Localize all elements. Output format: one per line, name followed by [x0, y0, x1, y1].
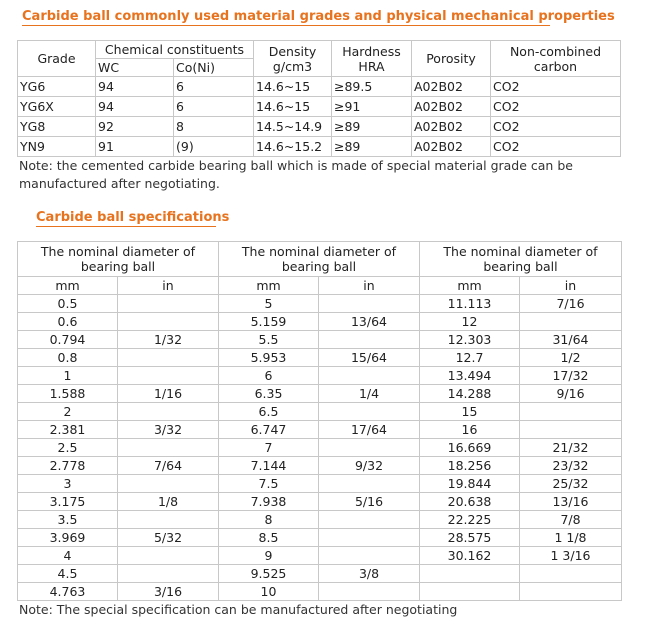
- section2-title: Carbide ball specifications: [36, 210, 230, 225]
- cell-mm: 9: [219, 547, 319, 565]
- cell-mm: 10: [219, 583, 319, 601]
- cell-mm: 12.303: [420, 331, 520, 349]
- cell-mm: 0.6: [18, 313, 118, 331]
- table-row: [18, 565, 622, 583]
- table-row: [18, 475, 622, 493]
- cell-mm: 7.938: [219, 493, 319, 511]
- header-carbon: Non-combined carbon: [491, 41, 621, 77]
- cell-carbon: CO2: [491, 117, 621, 137]
- material-grades-table: [17, 40, 621, 157]
- table-row: [18, 97, 621, 117]
- cell-in: [319, 331, 420, 349]
- cell-carbon: CO2: [491, 97, 621, 117]
- cell-in: 15/64: [319, 349, 420, 367]
- table-row: [18, 439, 622, 457]
- cell-mm: 1.588: [18, 385, 118, 403]
- section1-note: Note: the cemented carbide bearing ball which is made of special material grade can be manufactured after negotiating.: [19, 158, 573, 191]
- table-row: [18, 117, 621, 137]
- cell-hardness: ≥89.5: [332, 77, 412, 97]
- cell-mm: 0.5: [18, 295, 118, 313]
- cell-wc: 91: [96, 137, 174, 157]
- cell-in: 3/8: [319, 565, 420, 583]
- cell-porosity: A02B02: [412, 117, 491, 137]
- cell-density: 14.5~14.9: [254, 117, 332, 137]
- cell-in: 1 1/8: [520, 529, 622, 547]
- cell-in: 7/8: [520, 511, 622, 529]
- cell-mm: [420, 583, 520, 601]
- cell-hardness: ≥89: [332, 137, 412, 157]
- cell-in: 1/32: [118, 331, 219, 349]
- cell-in: [319, 583, 420, 601]
- cell-mm: 2: [18, 403, 118, 421]
- cell-in: 3/32: [118, 421, 219, 439]
- cell-in: 1/16: [118, 385, 219, 403]
- cell-mm: 16: [420, 421, 520, 439]
- table-row: [18, 529, 622, 547]
- cell-in: 7/16: [520, 295, 622, 313]
- group-header: The nominal diameter of bearing ball: [219, 242, 420, 277]
- cell-in: [118, 475, 219, 493]
- table-row: [18, 583, 622, 601]
- cell-in: 7/64: [118, 457, 219, 475]
- cell-mm: 5.159: [219, 313, 319, 331]
- cell-mm: 3.5: [18, 511, 118, 529]
- cell-in: 1/2: [520, 349, 622, 367]
- cell-mm: 22.225: [420, 511, 520, 529]
- cell-in: [118, 349, 219, 367]
- cell-mm: 3: [18, 475, 118, 493]
- cell-mm: 4.5: [18, 565, 118, 583]
- cell-in: 1/8: [118, 493, 219, 511]
- table-row: [18, 137, 621, 157]
- header-co: Co(Ni): [174, 59, 254, 77]
- cell-in: [319, 367, 420, 385]
- cell-mm: 13.494: [420, 367, 520, 385]
- cell-co: 8: [174, 117, 254, 137]
- cell-co: (9): [174, 137, 254, 157]
- cell-mm: 8.5: [219, 529, 319, 547]
- group-header: The nominal diameter of bearing ball: [420, 242, 622, 277]
- cell-in: 17/32: [520, 367, 622, 385]
- header-porosity: Porosity: [412, 41, 491, 77]
- header-chemical: Chemical constituents: [96, 41, 254, 59]
- cell-in: [319, 475, 420, 493]
- cell-mm: 19.844: [420, 475, 520, 493]
- cell-density: 14.6~15: [254, 97, 332, 117]
- cell-mm: 4.763: [18, 583, 118, 601]
- specifications-table: [17, 241, 622, 601]
- cell-in: 21/32: [520, 439, 622, 457]
- table-row: [18, 295, 622, 313]
- cell-co: 6: [174, 97, 254, 117]
- cell-mm: 4: [18, 547, 118, 565]
- unit-in: in: [118, 277, 219, 295]
- cell-in: [319, 529, 420, 547]
- cell-in: 9/16: [520, 385, 622, 403]
- cell-in: [118, 403, 219, 421]
- cell-mm: 5: [219, 295, 319, 313]
- cell-mm: 7.144: [219, 457, 319, 475]
- cell-wc: 94: [96, 97, 174, 117]
- header-hardness: Hardness HRA: [332, 41, 412, 77]
- cell-grade: YN9: [18, 137, 96, 157]
- cell-carbon: CO2: [491, 137, 621, 157]
- table-row: [18, 403, 622, 421]
- cell-mm: 2.381: [18, 421, 118, 439]
- cell-in: [118, 547, 219, 565]
- cell-in: [118, 439, 219, 457]
- group-header: The nominal diameter of bearing ball: [18, 242, 219, 277]
- cell-mm: 5.953: [219, 349, 319, 367]
- cell-wc: 94: [96, 77, 174, 97]
- unit-in: in: [319, 277, 420, 295]
- table-row: [18, 331, 622, 349]
- table-row: [18, 313, 622, 331]
- cell-density: 14.6~15: [254, 77, 332, 97]
- cell-mm: 3.175: [18, 493, 118, 511]
- cell-mm: 7: [219, 439, 319, 457]
- cell-mm: 5.5: [219, 331, 319, 349]
- cell-in: 23/32: [520, 457, 622, 475]
- cell-mm: 6: [219, 367, 319, 385]
- cell-mm: 0.8: [18, 349, 118, 367]
- cell-grade: YG6X: [18, 97, 96, 117]
- cell-mm: 2.778: [18, 457, 118, 475]
- cell-in: [520, 403, 622, 421]
- table-row: [18, 77, 621, 97]
- table-row: [18, 493, 622, 511]
- cell-in: 25/32: [520, 475, 622, 493]
- cell-in: 5/16: [319, 493, 420, 511]
- cell-porosity: A02B02: [412, 137, 491, 157]
- cell-in: [319, 295, 420, 313]
- unit-mm: mm: [18, 277, 118, 295]
- header-wc: WC: [96, 59, 174, 77]
- unit-mm: mm: [219, 277, 319, 295]
- cell-hardness: ≥89: [332, 117, 412, 137]
- cell-co: 6: [174, 77, 254, 97]
- cell-in: 5/32: [118, 529, 219, 547]
- cell-in: [319, 439, 420, 457]
- cell-mm: 30.162: [420, 547, 520, 565]
- unit-mm: mm: [420, 277, 520, 295]
- cell-in: [520, 565, 622, 583]
- table-row: [18, 511, 622, 529]
- cell-in: [520, 583, 622, 601]
- cell-in: [520, 421, 622, 439]
- cell-grade: YG8: [18, 117, 96, 137]
- table-row: [18, 547, 622, 565]
- cell-wc: 92: [96, 117, 174, 137]
- cell-mm: 6.5: [219, 403, 319, 421]
- cell-mm: 12: [420, 313, 520, 331]
- cell-mm: 6.747: [219, 421, 319, 439]
- cell-in: [319, 547, 420, 565]
- cell-in: [118, 295, 219, 313]
- cell-in: 1 3/16: [520, 547, 622, 565]
- cell-mm: 0.794: [18, 331, 118, 349]
- cell-hardness: ≥91: [332, 97, 412, 117]
- cell-mm: 8: [219, 511, 319, 529]
- cell-mm: 15: [420, 403, 520, 421]
- cell-mm: 1: [18, 367, 118, 385]
- unit-in: in: [520, 277, 622, 295]
- table-row: [18, 421, 622, 439]
- section1-title: Carbide ball commonly used material grades and physical mechanical properties: [22, 9, 615, 24]
- table-row: [18, 457, 622, 475]
- cell-mm: 14.288: [420, 385, 520, 403]
- cell-in: [118, 511, 219, 529]
- cell-mm: 2.5: [18, 439, 118, 457]
- cell-carbon: CO2: [491, 77, 621, 97]
- cell-in: 13/16: [520, 493, 622, 511]
- cell-porosity: A02B02: [412, 77, 491, 97]
- cell-in: 1/4: [319, 385, 420, 403]
- cell-in: [118, 367, 219, 385]
- cell-mm: 7.5: [219, 475, 319, 493]
- cell-grade: YG6: [18, 77, 96, 97]
- cell-in: 3/16: [118, 583, 219, 601]
- table-row: [18, 367, 622, 385]
- cell-mm: 6.35: [219, 385, 319, 403]
- cell-in: 9/32: [319, 457, 420, 475]
- cell-mm: 18.256: [420, 457, 520, 475]
- cell-mm: [420, 565, 520, 583]
- cell-mm: 28.575: [420, 529, 520, 547]
- cell-in: [520, 313, 622, 331]
- cell-mm: 3.969: [18, 529, 118, 547]
- cell-mm: 11.113: [420, 295, 520, 313]
- cell-in: [319, 511, 420, 529]
- cell-mm: 16.669: [420, 439, 520, 457]
- cell-mm: 9.525: [219, 565, 319, 583]
- cell-in: [118, 565, 219, 583]
- cell-in: 31/64: [520, 331, 622, 349]
- cell-porosity: A02B02: [412, 97, 491, 117]
- cell-in: [118, 313, 219, 331]
- cell-mm: 12.7: [420, 349, 520, 367]
- cell-density: 14.6~15.2: [254, 137, 332, 157]
- header-density: Density g/cm3: [254, 41, 332, 77]
- table-row: [18, 385, 622, 403]
- cell-mm: 20.638: [420, 493, 520, 511]
- cell-in: [319, 403, 420, 421]
- section2-note: Note: The special specification can be manufactured after negotiating: [19, 602, 458, 617]
- table-row: [18, 349, 622, 367]
- cell-in: 17/64: [319, 421, 420, 439]
- cell-in: 13/64: [319, 313, 420, 331]
- header-grade: Grade: [18, 41, 96, 77]
